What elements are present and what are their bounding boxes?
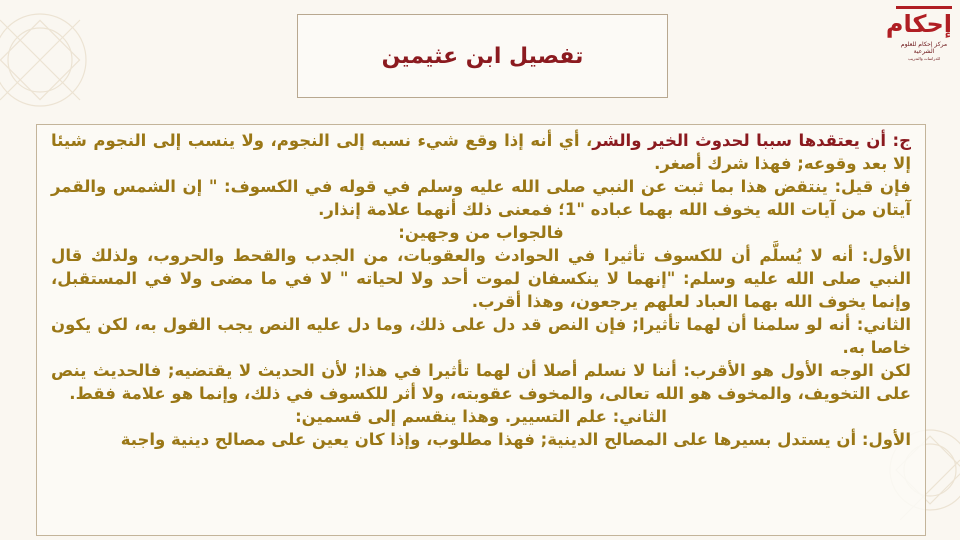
slide-title: تفصيل ابن عثيمين bbox=[381, 43, 584, 69]
answer-rest: ، أي أنه إذا وقع شيء نسبه إلى النجوم، ولا ينسب إلى النجوم شيئا إلا بعد وقوعه; فهذا شرك أصغر. bbox=[51, 131, 911, 173]
reply-heading: فالجواب من وجهين: bbox=[398, 223, 564, 242]
logo-subtitle-secondary: للدراسات والتدريب bbox=[908, 56, 940, 61]
first-reply-paragraph: الأول: أنه لا يُسلَّم أن للكسوف تأثيرا في الحوادث والعقوبات، من الجدب والقحط والحروب، ولذلك قال النبي صلى الله عليه وسلم: "إنهما لا ينكسفان لموت أحد ولا لحياته " لا في ما مضى ولا في المستقبل، وإنما يخوف الله بهما العباد لعلهم يرجعون، وهذا أقرب. bbox=[51, 246, 911, 311]
answer-lead: ج: أن يعتقدها سببا لحدوث الخير والشر bbox=[592, 131, 912, 150]
logo-word: إحكام bbox=[896, 6, 952, 39]
logo-subtitle: مركز إحكام للعلوم الشرعية bbox=[900, 41, 948, 55]
conclusion-paragraph: لكن الوجه الأول هو الأقرب: أننا لا نسلم أصلا أن لهما تأثيرا في هذا; لأن الحديث لا يقتضيه; فالحديث ينص على التخويف، والمخوف هو الله تعالى، والمخوف عقوبته، ولا أثر للكسوف في ذلك، وإنما هو علامة فقط. bbox=[51, 361, 911, 403]
title-box bbox=[297, 14, 668, 98]
second-type-first-paragraph: الأول: أن يستدل بسيرها على المصالح الدينية; فهذا مطلوب، وإذا كان يعين على مصالح دينية واجبة bbox=[120, 430, 911, 449]
answer-paragraph bbox=[51, 129, 911, 175]
objection-paragraph: فإن قيل: ينتقض هذا بما ثبت عن النبي صلى الله عليه وسلم في قوله في الكسوف: " إن الشمس والقمر آيتان من آيات الله يخوف الله بهما عباده "1؛ فمعنى ذلك أنهما علامة إنذار. bbox=[51, 177, 911, 219]
second-type-heading: الثاني: علم التسيير. وهذا ينقسم إلى قسمين: bbox=[295, 407, 667, 426]
brand-logo bbox=[885, 6, 952, 64]
second-reply-paragraph: الثاني: أنه لو سلمنا أن لهما تأثيرا; فإن النص قد دل على ذلك، وما دل عليه النص يجب القول به، لكن يكون خاصا به. bbox=[51, 315, 911, 357]
content-box bbox=[36, 124, 926, 536]
